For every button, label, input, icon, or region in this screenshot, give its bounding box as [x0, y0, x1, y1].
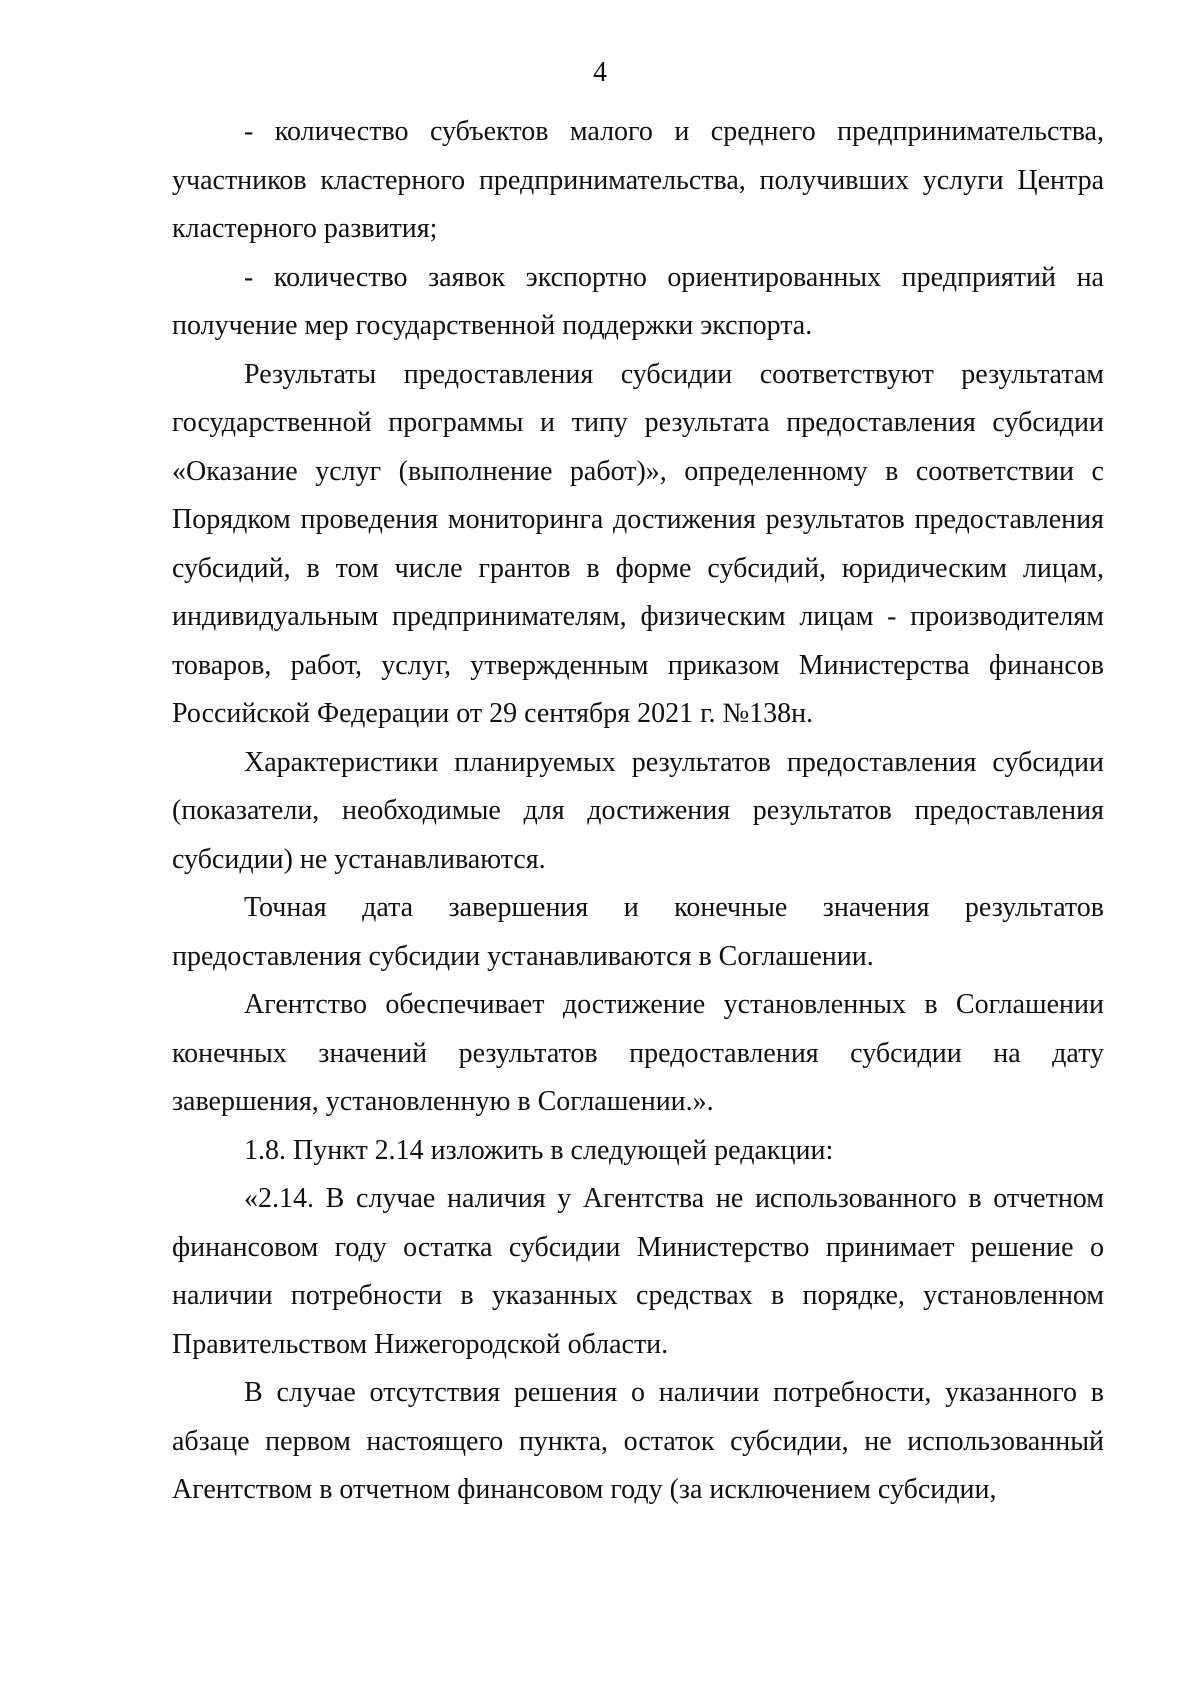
paragraph-absence-of-decision: В случае отсутствия решения о наличии потребности, указанного в абзаце первом настоящего пункта, остаток субсидии, не использованный Агентством в отчетном финансовом году (за исключением субсидии, [172, 1377, 1104, 1505]
paragraph-indicator-smb-count: - количество субъектов малого и среднего предпринимательства, участников кластерного предпринимательства, получивших услуги Центра кластерного развития; [172, 116, 1104, 244]
paragraph-results-characteristics: Характеристики планируемых результатов предоставления субсидии (показатели, необходимые для достижения результатов предоставления субсидии) не устанавливаются. [172, 746, 1104, 875]
document-body [172, 108, 1104, 1515]
paragraph-completion-date: Точная дата завершения и конечные значения результатов предоставления субсидии устанавливаются в Соглашении. [172, 892, 1104, 972]
paragraph-clause-1-8: 1.8. Пункт 2.14 изложить в следующей редакции: [244, 1134, 834, 1166]
page-number: 4 [593, 57, 607, 88]
paragraph-clause-2-14: «2.14. В случае наличия у Агентства не использованного в отчетном финансовом году остатка субсидии Министерство принимает решение о наличии потребности в указанных средствах в порядке, установленном Правительством Нижегородской области. [172, 1183, 1104, 1360]
paragraph-agency-ensures: Агентство обеспечивает достижение установленных в Соглашении конечных значений результатов предоставления субсидии на дату завершения, установленную в Соглашении.». [172, 989, 1104, 1117]
paragraph-indicator-export-applications: - количество заявок экспортно ориентированных предприятий на получение мер государственной поддержки экспорта. [172, 261, 1104, 341]
paragraph-subsidy-results: Результаты предоставления субсидии соответствуют результатам государственной программы и типу результата предоставления субсидии «Оказание услуг (выполнение работ)», определенному в соответствии с Порядком проведения мониторинга достижения результатов предоставления субсидий, в том числе грантов в форме субсидий, юридическим лицам, индивидуальным предпринимателям, физическим лицам - производителям товаров, работ, услуг, утвержденным приказом Министерства финансов Российской Федерации от 29 сентября 2021 г. №138н. [172, 358, 1104, 729]
